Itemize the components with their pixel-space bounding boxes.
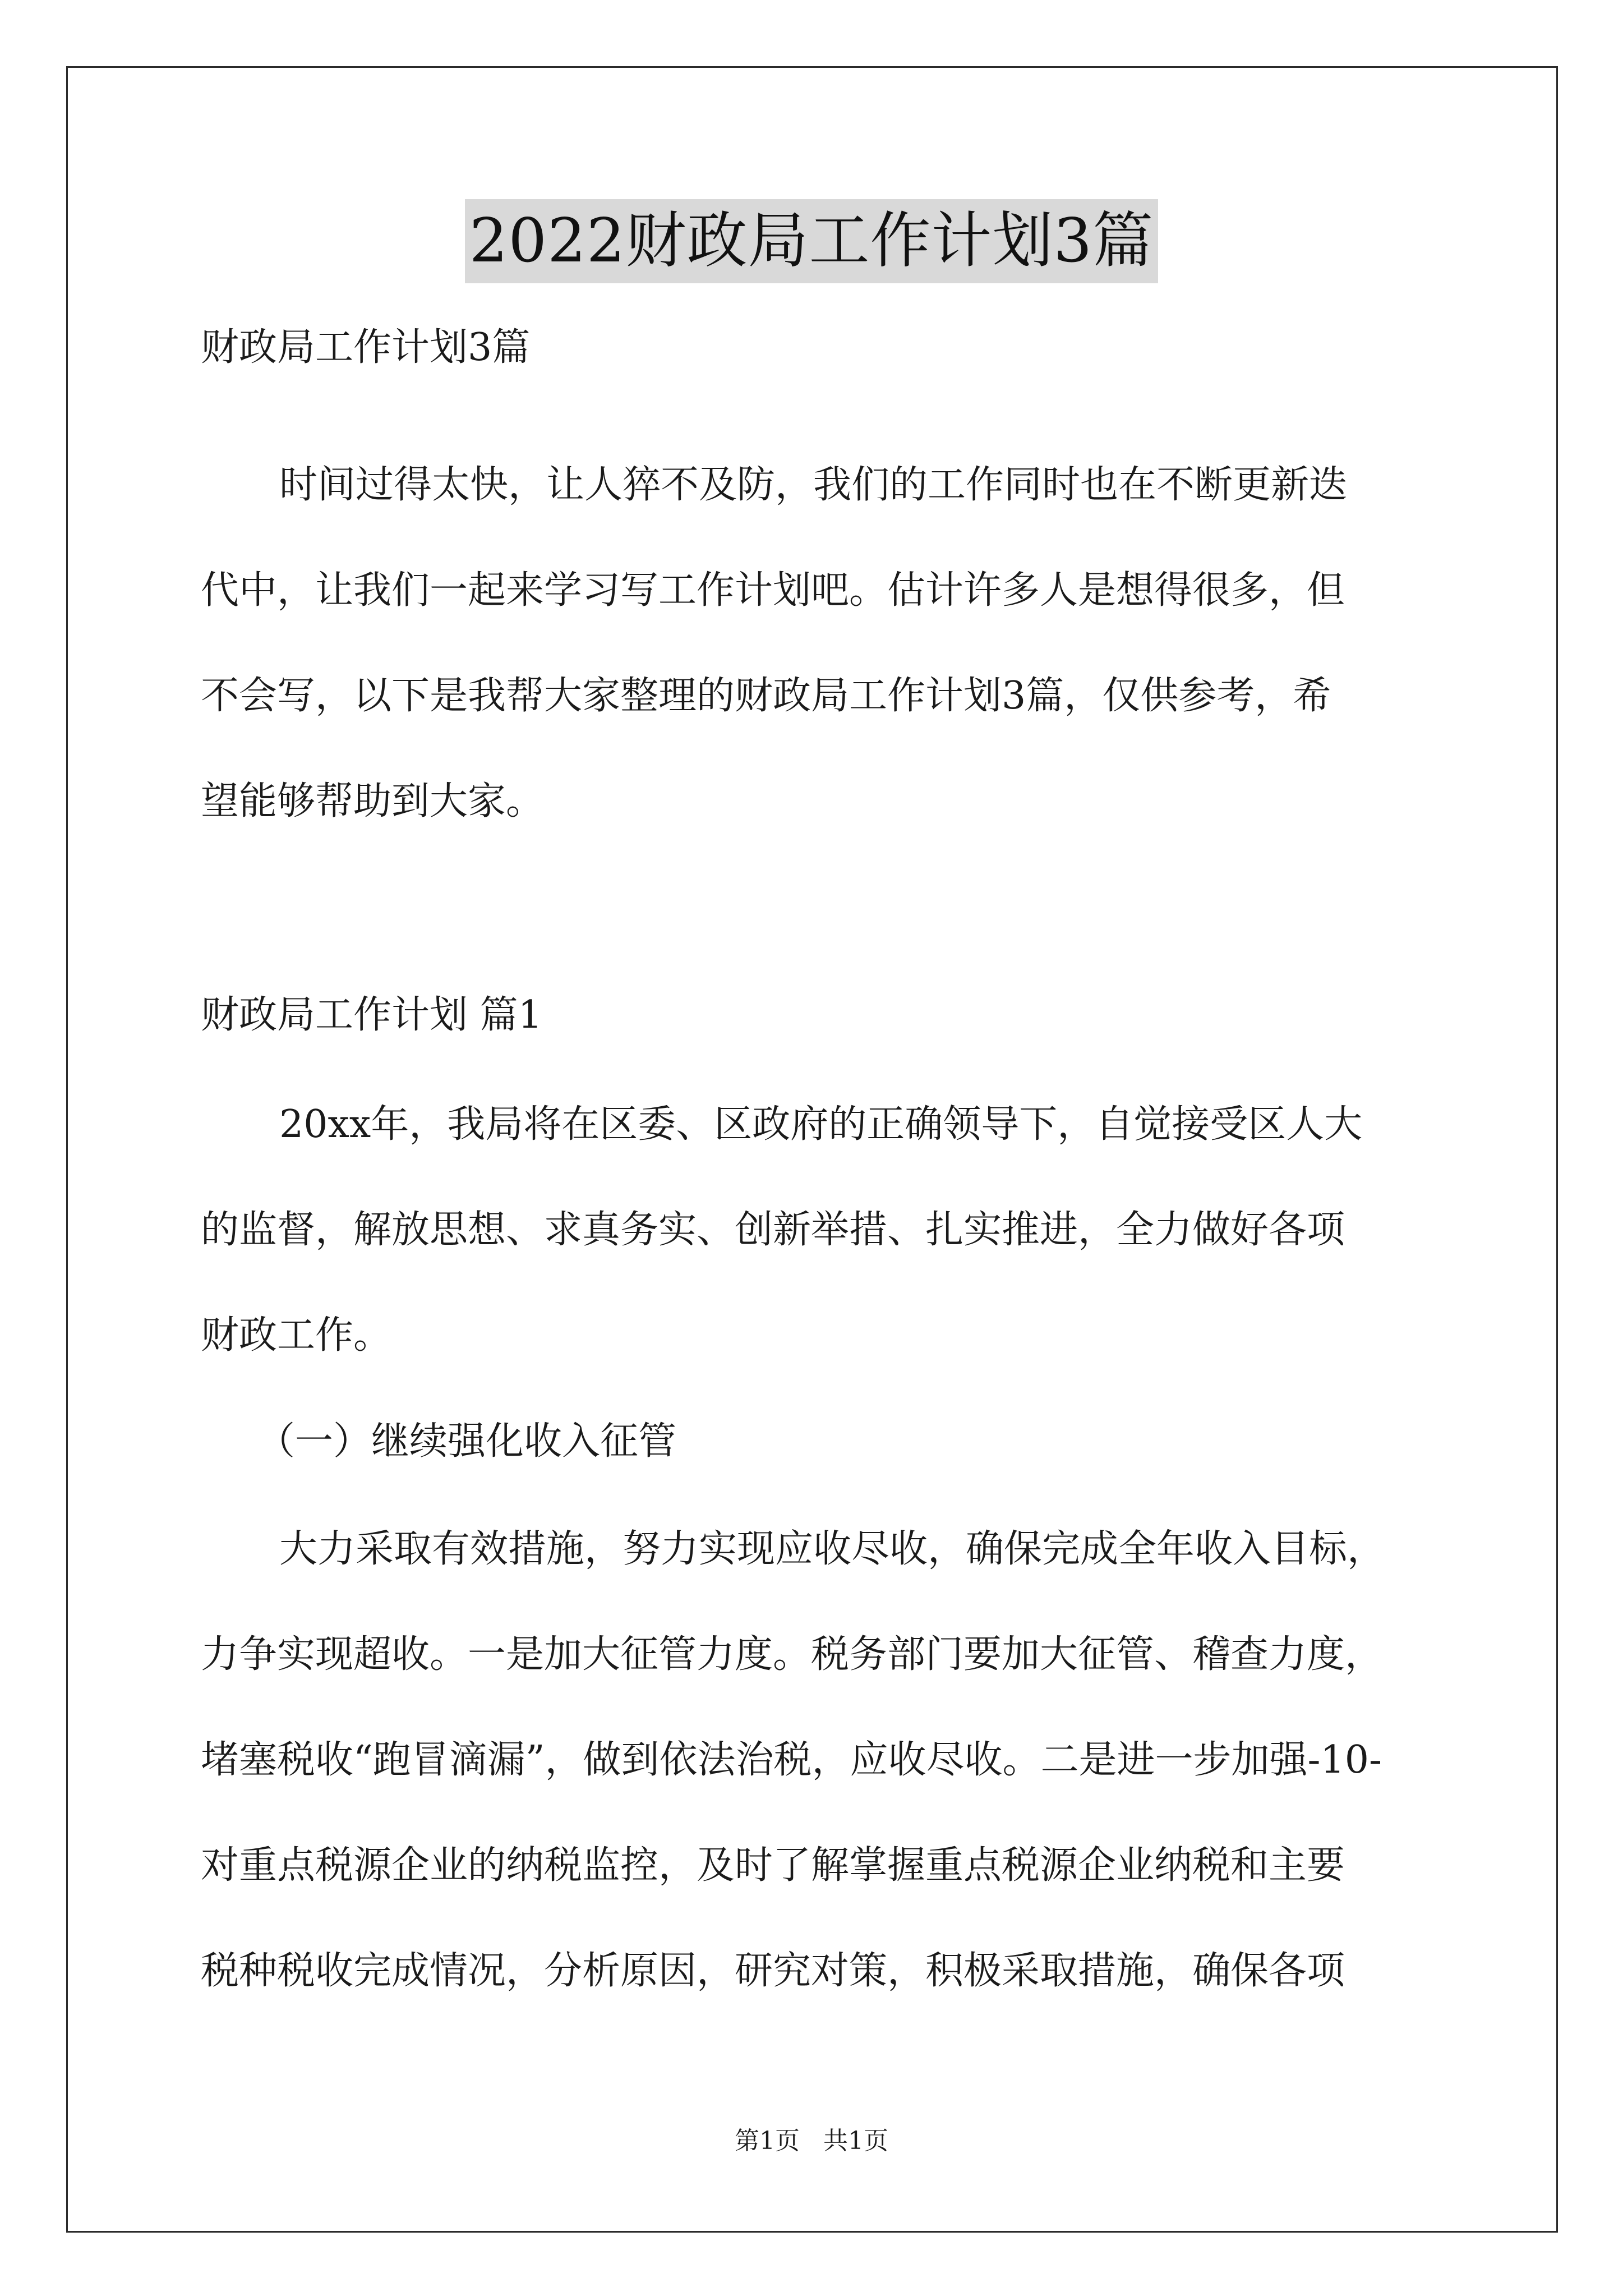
footer-spacer — [800, 2127, 823, 2155]
intro-line: 不会写，以下是我帮大家整理的财政局工作计划3篇，仅供参考，希 — [201, 674, 1331, 718]
page-number: 第1页 — [735, 2127, 800, 2155]
page-total: 共1页 — [823, 2127, 888, 2155]
paragraph-line: 力争实现超收。一是加大征管力度。税务部门要加大征管、稽查力度， — [201, 1632, 1384, 1677]
paragraph-line: 财政工作。 — [201, 1313, 392, 1358]
paragraph-line: 堵塞税收“跑冒滴漏”，做到依法治税，应收尽收。二是进一步加强-10- — [201, 1738, 1382, 1782]
page-footer — [0, 2120, 1623, 2156]
paragraph-line: 大力采取有效措施，努力实现应收尽收，确保完成全年收入目标， — [279, 1527, 1386, 1571]
intro-line: 时间过得太快，让人猝不及防，我们的工作同时也在不断更新迭 — [279, 463, 1348, 507]
subheading: （一）继续强化收入征管 — [257, 1419, 677, 1464]
title-wrapper — [0, 199, 1623, 283]
paragraph-line: 对重点税源企业的纳税监控，及时了解掌握重点税源企业纳税和主要 — [201, 1843, 1345, 1888]
paragraph-line: 的监督，解放思想、求真务实、创新举措、扎实推进，全力做好各项 — [201, 1208, 1345, 1252]
paragraph-line: 税种税收完成情况，分析原因，研究对策，积极采取措施，确保各项 — [201, 1949, 1345, 1993]
paragraph-line: 20xx年，我局将在区委、区政府的正确领导下，自觉接受区人大 — [279, 1102, 1363, 1147]
section-heading: 财政局工作计划 篇1 — [201, 993, 542, 1037]
intro-line: 望能够帮助到大家。 — [201, 779, 545, 823]
subtitle: 财政局工作计划3篇 — [201, 325, 531, 370]
document-title: 2022财政局工作计划3篇 — [465, 199, 1159, 283]
intro-line: 代中，让我们一起来学习写工作计划吧。估计许多人是想得很多，但 — [201, 568, 1345, 613]
